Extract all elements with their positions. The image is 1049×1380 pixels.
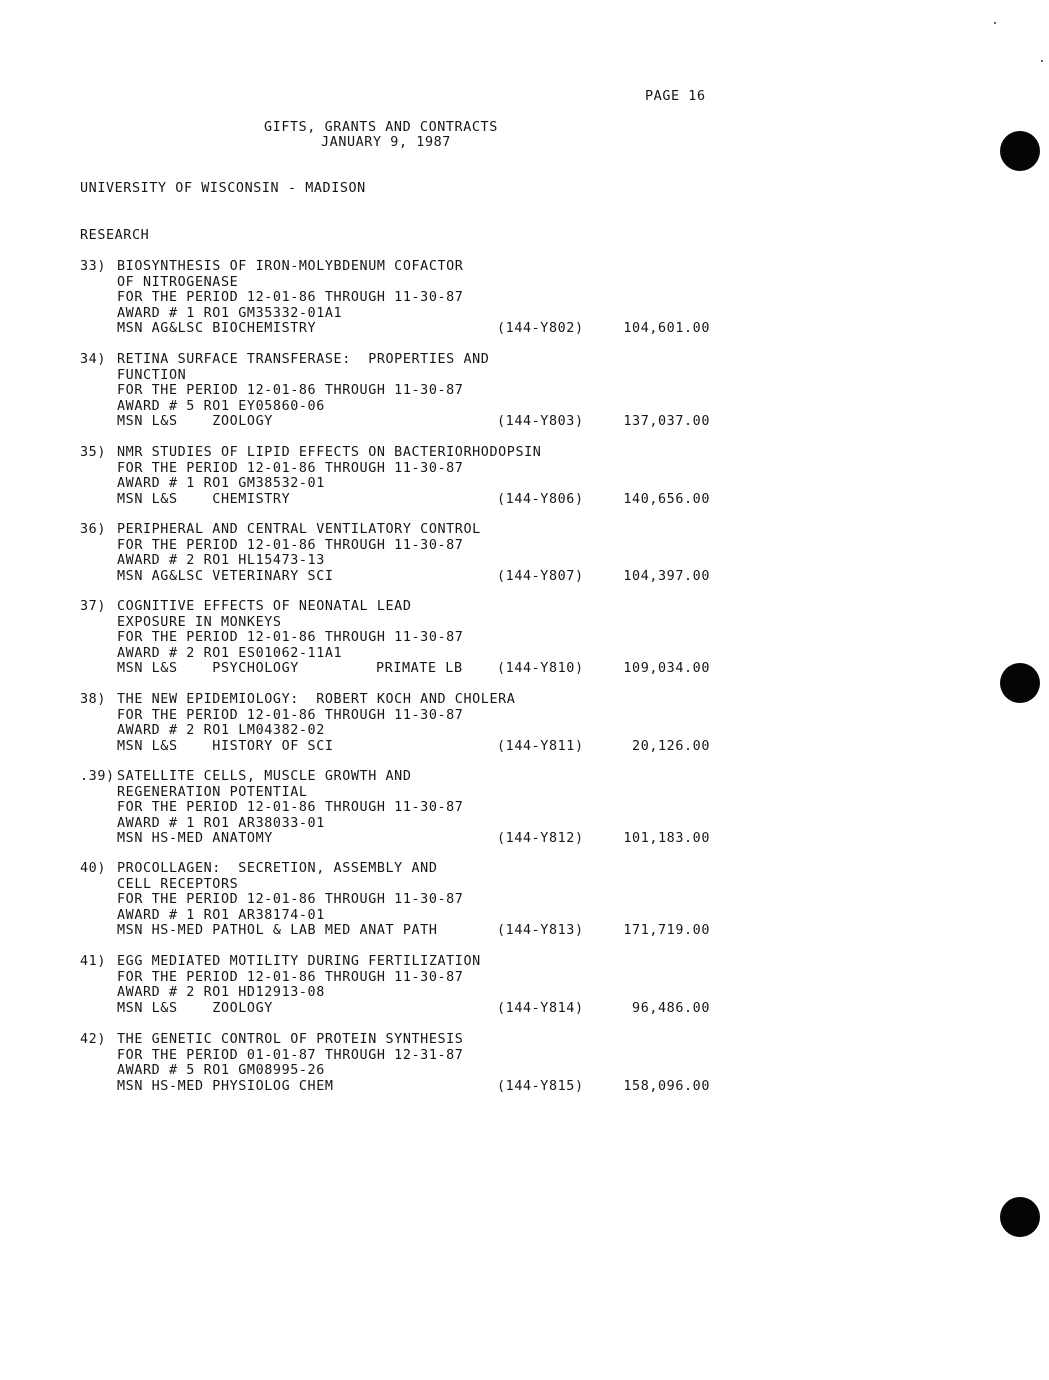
entry-number: 33) [80, 259, 106, 274]
page-number: PAGE 16 [645, 89, 706, 104]
grant-entry [0, 1032, 1049, 1112]
entry-line: OF NITROGENASE [117, 274, 239, 290]
award-amount: 101,183.00 [623, 831, 710, 846]
account-code: (144-Y810) [497, 661, 584, 676]
award-amount: 109,034.00 [623, 661, 710, 676]
entry-line: MSN HS-MED PHYSIOLOG CHEM [117, 1078, 334, 1094]
account-code: (144-Y815) [497, 1078, 584, 1094]
entry-line: FOR THE PERIOD 12-01-86 THROUGH 11-30-87 [117, 460, 464, 476]
award-amount: 158,096.00 [623, 1078, 710, 1094]
entry-line: COGNITIVE EFFECTS OF NEONATAL LEAD [117, 599, 412, 614]
entry-description [117, 769, 463, 847]
account-code: (144-Y807) [497, 568, 584, 584]
entry-line: THE GENETIC CONTROL OF PROTEIN SYNTHESIS [117, 1032, 464, 1047]
entry-line: PERIPHERAL AND CENTRAL VENTILATORY CONTROL [117, 522, 481, 537]
entry-line: FOR THE PERIOD 12-01-86 THROUGH 11-30-87 [117, 630, 464, 645]
entry-line: FOR THE PERIOD 12-01-86 THROUGH 11-30-87 [117, 707, 464, 723]
grant-entry [0, 445, 1049, 525]
entry-location: PRIMATE LB [376, 661, 463, 676]
account-code: (144-Y802) [497, 321, 584, 336]
entry-line: MSN AG&LSC VETERINARY SCI [117, 568, 334, 584]
entry-number: 38) [80, 692, 106, 707]
entry-line: FUNCTION [117, 367, 187, 383]
entry-line: RETINA SURFACE TRANSFERASE: PROPERTIES AND [117, 352, 490, 367]
entry-line: MSN L&S CHEMISTRY [117, 491, 291, 507]
entry-description [117, 522, 481, 584]
binder-hole-middle [1000, 663, 1040, 703]
entry-number: 37) [80, 599, 106, 614]
entry-number: 35) [80, 445, 106, 460]
binder-hole-bottom [1000, 1197, 1040, 1237]
entry-line: MSN L&S ZOOLOGY [117, 1000, 273, 1016]
entry-line: AWARD # 2 RO1 HD12913-08 [117, 985, 325, 1000]
entry-line: MSN L&S PSYCHOLOGY [117, 661, 299, 676]
account-code: (144-Y812) [497, 831, 584, 846]
entry-line: MSN L&S HISTORY OF SCI [117, 738, 334, 754]
entry-description [117, 692, 515, 754]
grant-entry [0, 352, 1049, 432]
account-code: (144-Y806) [497, 491, 584, 507]
grant-entry [0, 954, 1049, 1034]
section-heading: RESEARCH [80, 228, 150, 243]
grant-entry [0, 259, 1049, 339]
entry-line: AWARD # 1 RO1 GM38532-01 [117, 476, 325, 491]
entry-number: 42) [80, 1032, 106, 1047]
entry-line: CELL RECEPTORS [117, 876, 239, 892]
account-code: (144-Y813) [497, 923, 584, 938]
entry-line: EXPOSURE IN MONKEYS [117, 614, 282, 630]
entry-line: AWARD # 2 RO1 LM04382-02 [117, 723, 325, 738]
entry-line: AWARD # 5 RO1 EY05860-06 [117, 398, 325, 414]
entry-line: MSN AG&LSC BIOCHEMISTRY [117, 321, 317, 336]
grant-entry [0, 522, 1049, 602]
entry-line: NMR STUDIES OF LIPID EFFECTS ON BACTERIORHODOPSIN [117, 445, 542, 460]
grant-entry [0, 769, 1049, 849]
account-code: (144-Y803) [497, 414, 584, 429]
entry-line: FOR THE PERIOD 12-01-86 THROUGH 11-30-87 [117, 800, 464, 815]
entry-number: 40) [80, 861, 106, 876]
award-amount: 96,486.00 [632, 1000, 710, 1016]
entry-line: MSN HS-MED ANATOMY [117, 831, 273, 846]
entry-line: AWARD # 1 RO1 AR38033-01 [117, 815, 325, 831]
entry-line: AWARD # 2 RO1 ES01062-11A1 [117, 645, 343, 661]
entry-line: SATELLITE CELLS, MUSCLE GROWTH AND [117, 769, 412, 784]
entry-description [117, 861, 463, 939]
entry-description [117, 352, 489, 430]
scan-speck [994, 22, 996, 24]
binder-hole-top [1000, 131, 1040, 171]
award-amount: 20,126.00 [632, 738, 710, 754]
entry-description [117, 445, 541, 507]
entry-line: AWARD # 1 RO1 AR38174-01 [117, 907, 325, 923]
grant-entry [0, 599, 1049, 679]
entry-line: EGG MEDIATED MOTILITY DURING FERTILIZATION [117, 954, 481, 969]
entry-line: FOR THE PERIOD 12-01-86 THROUGH 11-30-87 [117, 290, 464, 305]
award-amount: 137,037.00 [623, 414, 710, 429]
entry-number: 36) [80, 522, 106, 537]
grant-entry [0, 861, 1049, 941]
entry-line: FOR THE PERIOD 12-01-86 THROUGH 11-30-87 [117, 969, 464, 985]
award-amount: 104,601.00 [623, 321, 710, 336]
entry-description [117, 1032, 463, 1094]
entry-line: MSN HS-MED PATHOL & LAB MED ANAT PATH [117, 923, 438, 938]
account-code: (144-Y811) [497, 738, 584, 754]
award-amount: 171,719.00 [623, 923, 710, 938]
document-title: GIFTS, GRANTS AND CONTRACTS [264, 120, 498, 135]
entry-line: AWARD # 1 RO1 GM35332-01A1 [117, 305, 343, 321]
entry-line: FOR THE PERIOD 12-01-86 THROUGH 11-30-87 [117, 892, 464, 907]
grant-entry [0, 692, 1049, 772]
entry-line: THE NEW EPIDEMIOLOGY: ROBERT KOCH AND CHOLERA [117, 692, 516, 707]
entry-number: 41) [80, 954, 106, 969]
document-date: JANUARY 9, 1987 [321, 135, 451, 150]
account-code: (144-Y814) [497, 1000, 584, 1016]
entry-number: .39) [80, 769, 115, 784]
entry-number: 34) [80, 352, 106, 367]
entry-line: FOR THE PERIOD 12-01-86 THROUGH 11-30-87 [117, 537, 464, 553]
entry-line: PROCOLLAGEN: SECRETION, ASSEMBLY AND [117, 861, 438, 876]
entry-line: FOR THE PERIOD 12-01-86 THROUGH 11-30-87 [117, 383, 464, 398]
entry-line: AWARD # 2 RO1 HL15473-13 [117, 553, 325, 568]
entry-line: BIOSYNTHESIS OF IRON-MOLYBDENUM COFACTOR [117, 259, 464, 274]
entry-line: AWARD # 5 RO1 GM08995-26 [117, 1063, 325, 1078]
entry-line: MSN L&S ZOOLOGY [117, 414, 273, 429]
scan-speck [1041, 60, 1043, 62]
entry-description [117, 259, 463, 337]
award-amount: 140,656.00 [623, 491, 710, 507]
entry-line: REGENERATION POTENTIAL [117, 784, 308, 800]
award-amount: 104,397.00 [623, 568, 710, 584]
entry-description [117, 954, 481, 1016]
institution-name: UNIVERSITY OF WISCONSIN - MADISON [80, 181, 366, 196]
entry-line: FOR THE PERIOD 01-01-87 THROUGH 12-31-87 [117, 1047, 464, 1063]
